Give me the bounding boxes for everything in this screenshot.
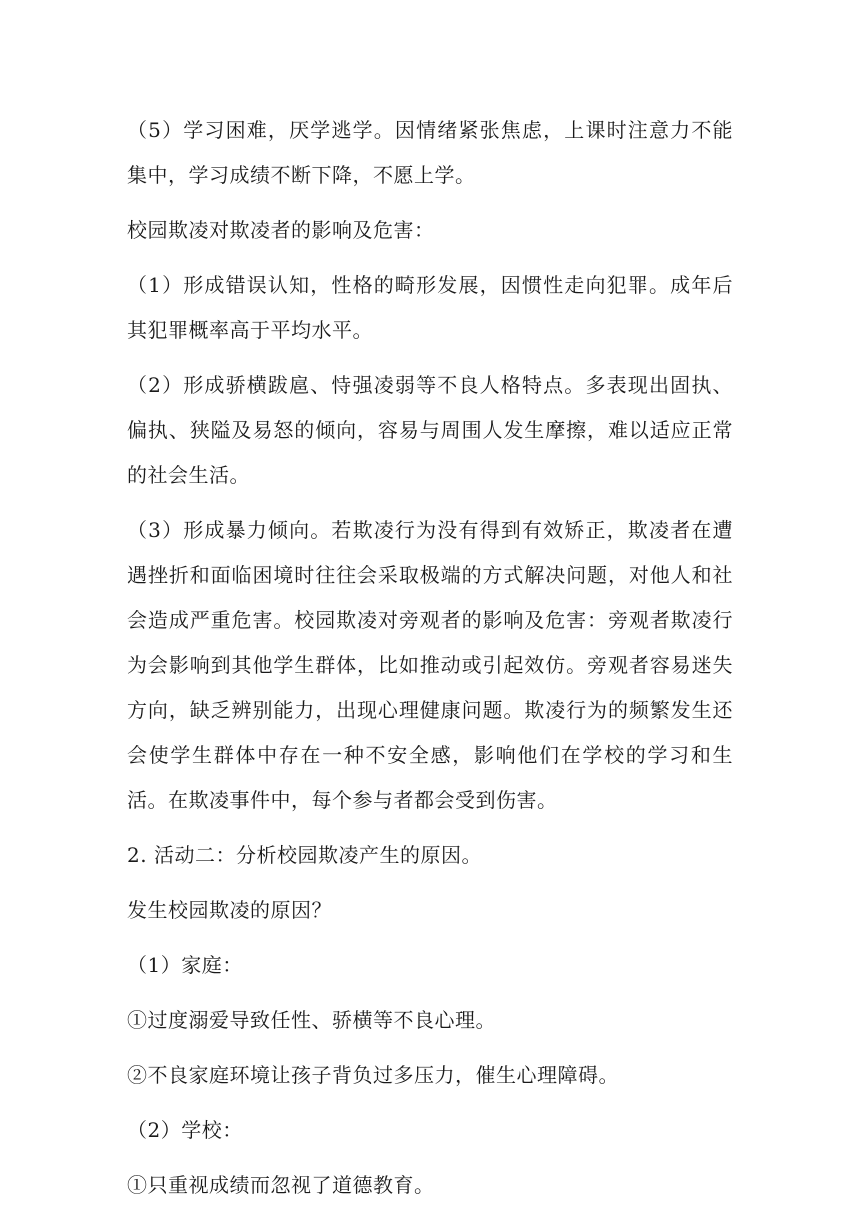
paragraph-wrong-cognition: （1）形成错误认知，性格的畸形发展，因惯性走向犯罪。成年后其犯罪概率高于平均水平。 [127,273,733,342]
paragraph-causes-question: 发生校园欺凌的原因？ [127,898,332,922]
paragraph-family-heading: （1）家庭： [127,953,243,977]
paragraph-activity-two: 2. 活动二：分析校园欺凌产生的原因。 [127,843,482,867]
paragraph-bully-impact-heading: 校园欺凌对欺凌者的影响及危害： [127,218,435,242]
paragraph-family-item-1: ①过度溺爱导致任性、骄横等不良心理。 [127,1008,496,1032]
document-body [127,108,733,1218]
paragraph-family-item-2: ②不良家庭环境让孩子背负过多压力，催生心理障碍。 [127,1063,619,1087]
paragraph-arrogant-personality: （2）形成骄横跋扈、恃强凌弱等不良人格特点。多表现出固执、偏执、狭隘及易怒的倾向，容易与周围人发生摩擦，难以适应正常的社会生活。 [127,373,733,487]
paragraph-school-item-1: ①只重视成绩而忽视了道德教育。 [127,1173,435,1197]
paragraph-learning-difficulty: （5）学习困难，厌学逃学。因情绪紧张焦虑，上课时注意力不能集中，学习成绩不断下降，不愿上学。 [127,118,733,187]
paragraph-violent-tendency: （3）形成暴力倾向。若欺凌行为没有得到有效矫正，欺凌者在遭遇挫折和面临困境时往往会采取极端的方式解决问题，对他人和社会造成严重危害。校园欺凌对旁观者的影响及危害：旁观者欺凌行为会影响到其他学生群体，比如推动或引起效仿。旁观者容易迷失方向，缺乏辨别能力，出现心理健康问题。欺凌行为的频繁发生还会使学生群体中存在一种不安全感，影响他们在学校的学习和生活。在欺凌事件中，每个参与者都会受到伤害。 [127,518,733,812]
paragraph-school-heading: （2）学校： [127,1118,243,1142]
